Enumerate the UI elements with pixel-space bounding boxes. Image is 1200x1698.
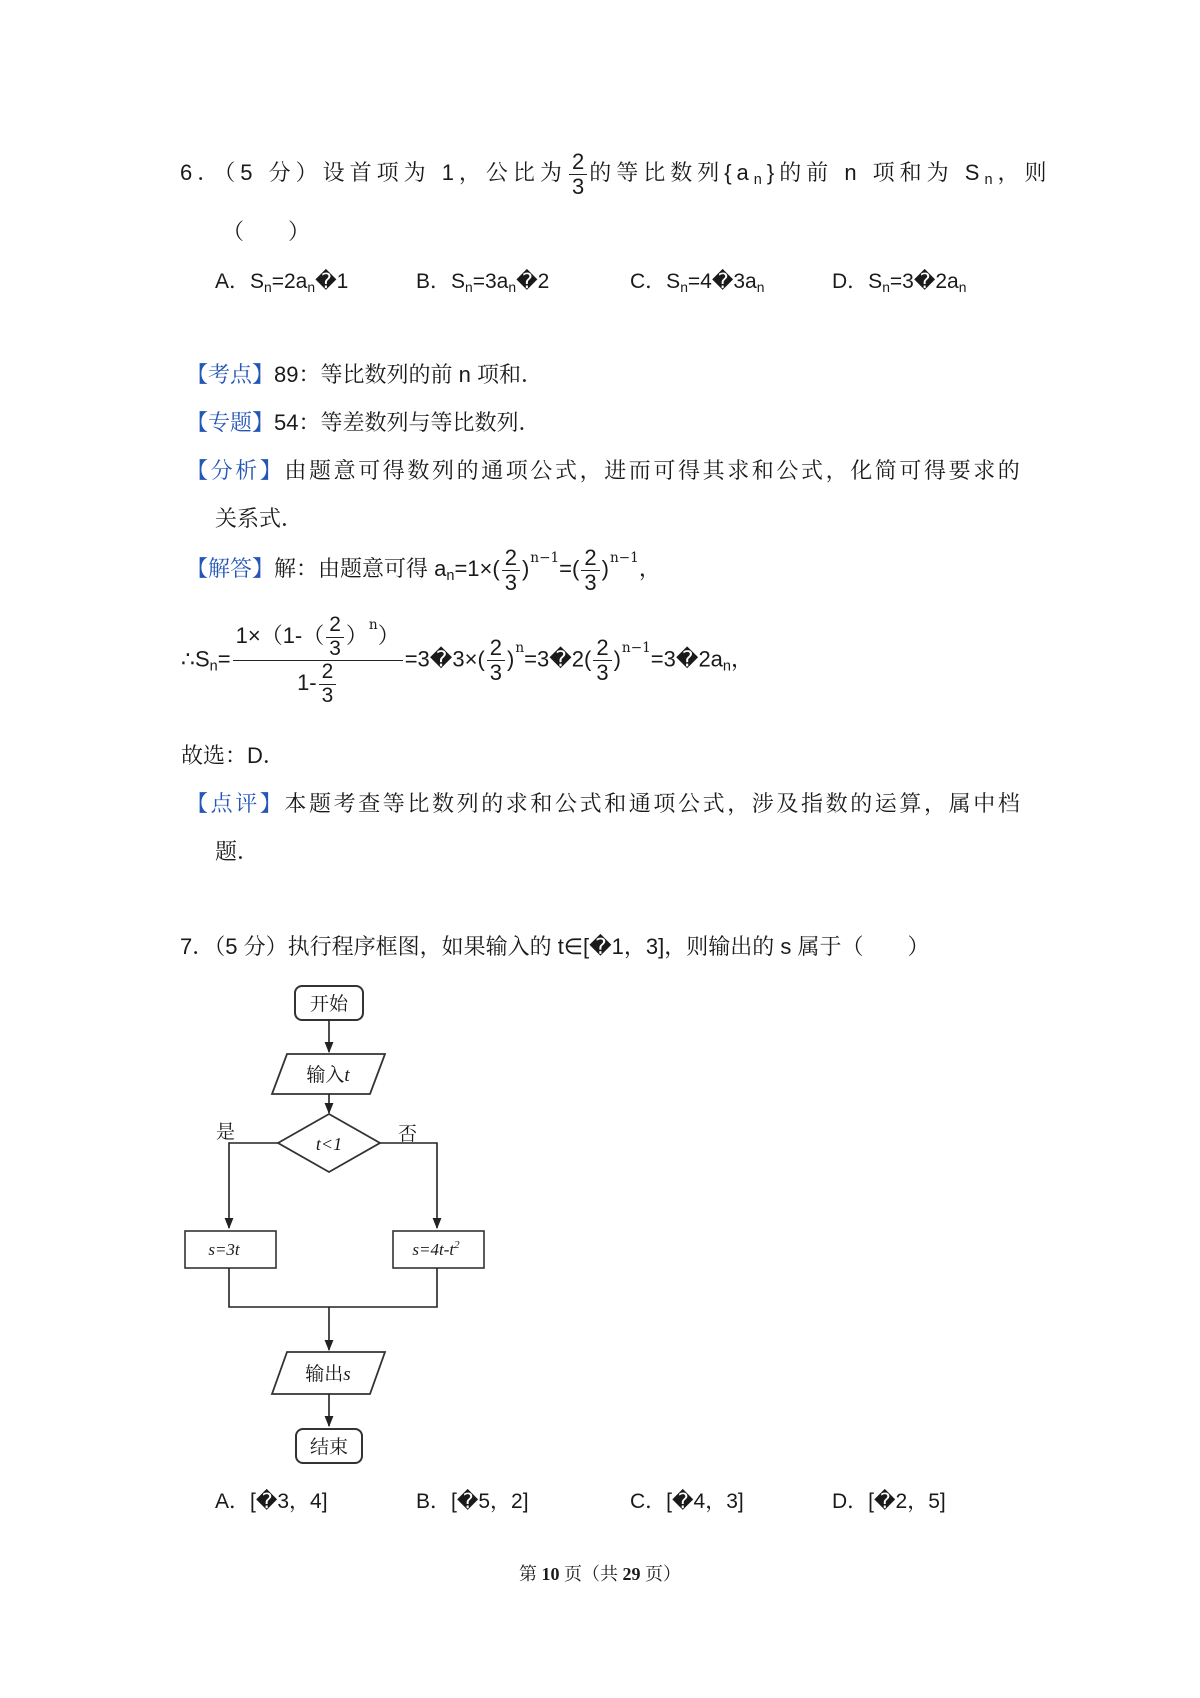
fenxi-label: 【分析】 [186, 458, 285, 483]
question-6-option-c [630, 266, 764, 298]
superscript: n [515, 640, 525, 657]
question-6-option-a [215, 266, 348, 298]
text-run: 3 [489, 660, 503, 686]
text-run: }的前 n 项和为 S [766, 160, 985, 186]
fraction-numerator [319, 661, 337, 685]
text-run: =1× [454, 556, 493, 582]
text-run: 1- [297, 670, 317, 696]
fraction-denominator [581, 571, 599, 595]
text-run: 3 [584, 569, 597, 595]
yes-label: 是 [216, 1122, 236, 1143]
text-run: = [217, 646, 231, 672]
fraction-denominator [487, 661, 505, 685]
text-run: ，则 [997, 160, 1052, 186]
subscript: n [753, 172, 767, 189]
footer-middle: 页（共 [559, 1564, 623, 1584]
footer-suffix: 页） [640, 1564, 681, 1584]
superscript: n−1 [530, 549, 560, 566]
input-label-text: 输入 [306, 1065, 345, 1086]
zhuanti-label: 【专题】 [186, 410, 275, 435]
fraction-numerator [569, 150, 587, 175]
question-6-stem [180, 150, 1052, 199]
text-run: 2 [504, 545, 517, 570]
text-run: ) [507, 646, 515, 672]
subscript: n [722, 658, 731, 675]
fenxi-row [186, 455, 1022, 487]
input-variable: t [344, 1065, 350, 1086]
fraction-numerator [581, 546, 599, 571]
zhuanti-text: 54：等差数列与等比数列． [274, 410, 541, 435]
text-run: ) [601, 556, 609, 582]
text-run: = [559, 556, 573, 582]
text-run: ） [345, 622, 368, 648]
fraction [487, 636, 505, 685]
text-run: B．S [416, 270, 466, 293]
text-run: �2 [516, 270, 550, 293]
subscript: n [756, 278, 765, 295]
fraction-numerator [487, 636, 505, 661]
fraction-denominator [294, 661, 341, 707]
jieda-label: 【解答】 [186, 556, 275, 582]
text-run: 2 [584, 545, 597, 570]
flowchart [180, 980, 500, 1475]
text-run: =3�2 [524, 646, 585, 672]
fraction [502, 546, 520, 595]
text-run: A．S [215, 270, 265, 293]
fraction-denominator [326, 638, 344, 661]
subscript: n [680, 278, 688, 295]
subscript: n [209, 658, 218, 675]
fraction [581, 546, 599, 595]
question-7-option-c: C．[�4，3] [630, 1490, 744, 1513]
left-process-label: s=3t [208, 1240, 240, 1259]
text-run: ） [377, 622, 400, 648]
fraction-numerator [326, 614, 344, 638]
text-run: 2 [571, 149, 585, 174]
superscript: n [368, 616, 378, 633]
subscript: n [958, 278, 967, 295]
yes-branch-line [229, 1143, 278, 1228]
text-run: ) [613, 646, 621, 672]
end-label: 结束 [309, 1437, 349, 1458]
text-run: =2a [271, 270, 308, 293]
text-run: 3 [571, 173, 585, 199]
fraction-numerator [233, 614, 403, 661]
question-6-answer-blank: （ ） [222, 219, 311, 244]
footer-prefix: 第 [519, 1564, 542, 1584]
fraction [593, 636, 611, 685]
subscript: n [307, 278, 316, 295]
right-process-text: s=4t-t [412, 1240, 455, 1259]
text-run: ， [731, 646, 754, 672]
dianping-label: 【点评】 [186, 791, 285, 816]
dianping-row [186, 788, 1022, 820]
text-run: =3�2a [889, 270, 959, 293]
fraction-numerator [502, 546, 520, 571]
kaodian-label: 【考点】 [186, 362, 275, 387]
subscript: n [465, 278, 473, 295]
text-run: =4�3a [687, 270, 757, 293]
text-run: =3�2a [650, 646, 723, 672]
fenxi-text: 由题意可得数列的通项公式，进而可得其求和公式，化简可得要求的 [284, 458, 1023, 483]
text-run: 2 [321, 660, 334, 684]
fraction [569, 150, 587, 199]
guxuan-row: 故选：D． [181, 743, 285, 768]
no-label: 否 [398, 1124, 418, 1145]
text-run: 1×（1-（ [235, 622, 325, 648]
zhuanti-row [186, 407, 541, 439]
fraction-numerator [593, 636, 611, 661]
text-run: 6．（5 分）设首项为 1，公比为 [180, 160, 567, 186]
question-6-option-d [832, 266, 966, 298]
question-7-option-a: A．[�3，4] [215, 1490, 328, 1513]
output-label [305, 1363, 350, 1385]
kaodian-text: 89：等比数列的前 n 项和． [274, 362, 543, 387]
right-process-exponent: 2 [454, 1239, 460, 1251]
text-run: ， [638, 556, 661, 582]
text-run: ( [572, 556, 580, 582]
output-variable: s [343, 1364, 351, 1385]
fraction-denominator [593, 661, 611, 685]
superscript: n−1 [621, 640, 651, 657]
text-run: =3a [472, 270, 509, 293]
subscript: n [984, 172, 998, 189]
no-branch-line [380, 1143, 437, 1228]
text-run: ( [477, 646, 485, 672]
right-process-label [412, 1239, 460, 1259]
question-6-option-b [416, 266, 549, 298]
output-label-text: 输出 [305, 1364, 344, 1385]
total-pages: 29 [622, 1564, 641, 1584]
fraction [319, 661, 337, 707]
input-label [306, 1064, 350, 1086]
page-footer [0, 1560, 1200, 1586]
question-7-option-d: D．[�2，5] [832, 1490, 946, 1513]
subscript: n [508, 278, 517, 295]
fraction-denominator [569, 175, 587, 199]
jieda-formula [181, 614, 753, 707]
text-run: 3 [504, 569, 517, 595]
jieda-text [274, 545, 661, 595]
merge-line [229, 1268, 437, 1307]
fraction-denominator [319, 685, 337, 708]
subscript: n [264, 278, 272, 295]
question-7-option-b: B．[�5，2] [416, 1490, 529, 1513]
dianping-text: 本题考查等比数列的求和公式和通项公式，涉及指数的运算，属中档 [284, 791, 1023, 816]
condition-label: t<1 [315, 1134, 343, 1154]
text-run: D．S [832, 270, 883, 293]
subscript: n [446, 568, 455, 585]
dianping-continuation: 题． [215, 839, 260, 864]
fraction [233, 614, 403, 707]
text-run: C．S [630, 270, 681, 293]
text-run: 2 [489, 635, 503, 661]
question-7-stem: 7．（5 分）执行程序框图，如果输入的 t∈[�1，3]，则输出的 s 属于（ ） [180, 934, 930, 959]
text-run: ( [492, 556, 500, 582]
start-label: 开始 [309, 994, 349, 1015]
jieda-row [186, 546, 661, 595]
text-run: �1 [315, 270, 349, 293]
text-run: 的等比数列{a [589, 160, 754, 186]
text-run: ∴S [181, 646, 210, 672]
superscript: n−1 [609, 549, 639, 566]
fenxi-continuation: 关系式． [215, 506, 304, 531]
page-number: 10 [541, 1564, 560, 1584]
text-run: 3 [596, 660, 609, 686]
text-run: 3 [321, 683, 334, 707]
text-run: =3�3× [404, 646, 478, 672]
text-run: 2 [329, 613, 341, 636]
text-run: ) [521, 556, 530, 582]
text-run: 3 [329, 636, 341, 660]
fraction [326, 614, 344, 660]
text-run: 2 [596, 635, 609, 661]
kaodian-row [186, 359, 543, 391]
subscript: n [882, 278, 890, 295]
fraction-denominator [502, 571, 520, 595]
text-run: 解：由题意可得 a [274, 556, 447, 582]
text-run: ( [584, 646, 592, 672]
